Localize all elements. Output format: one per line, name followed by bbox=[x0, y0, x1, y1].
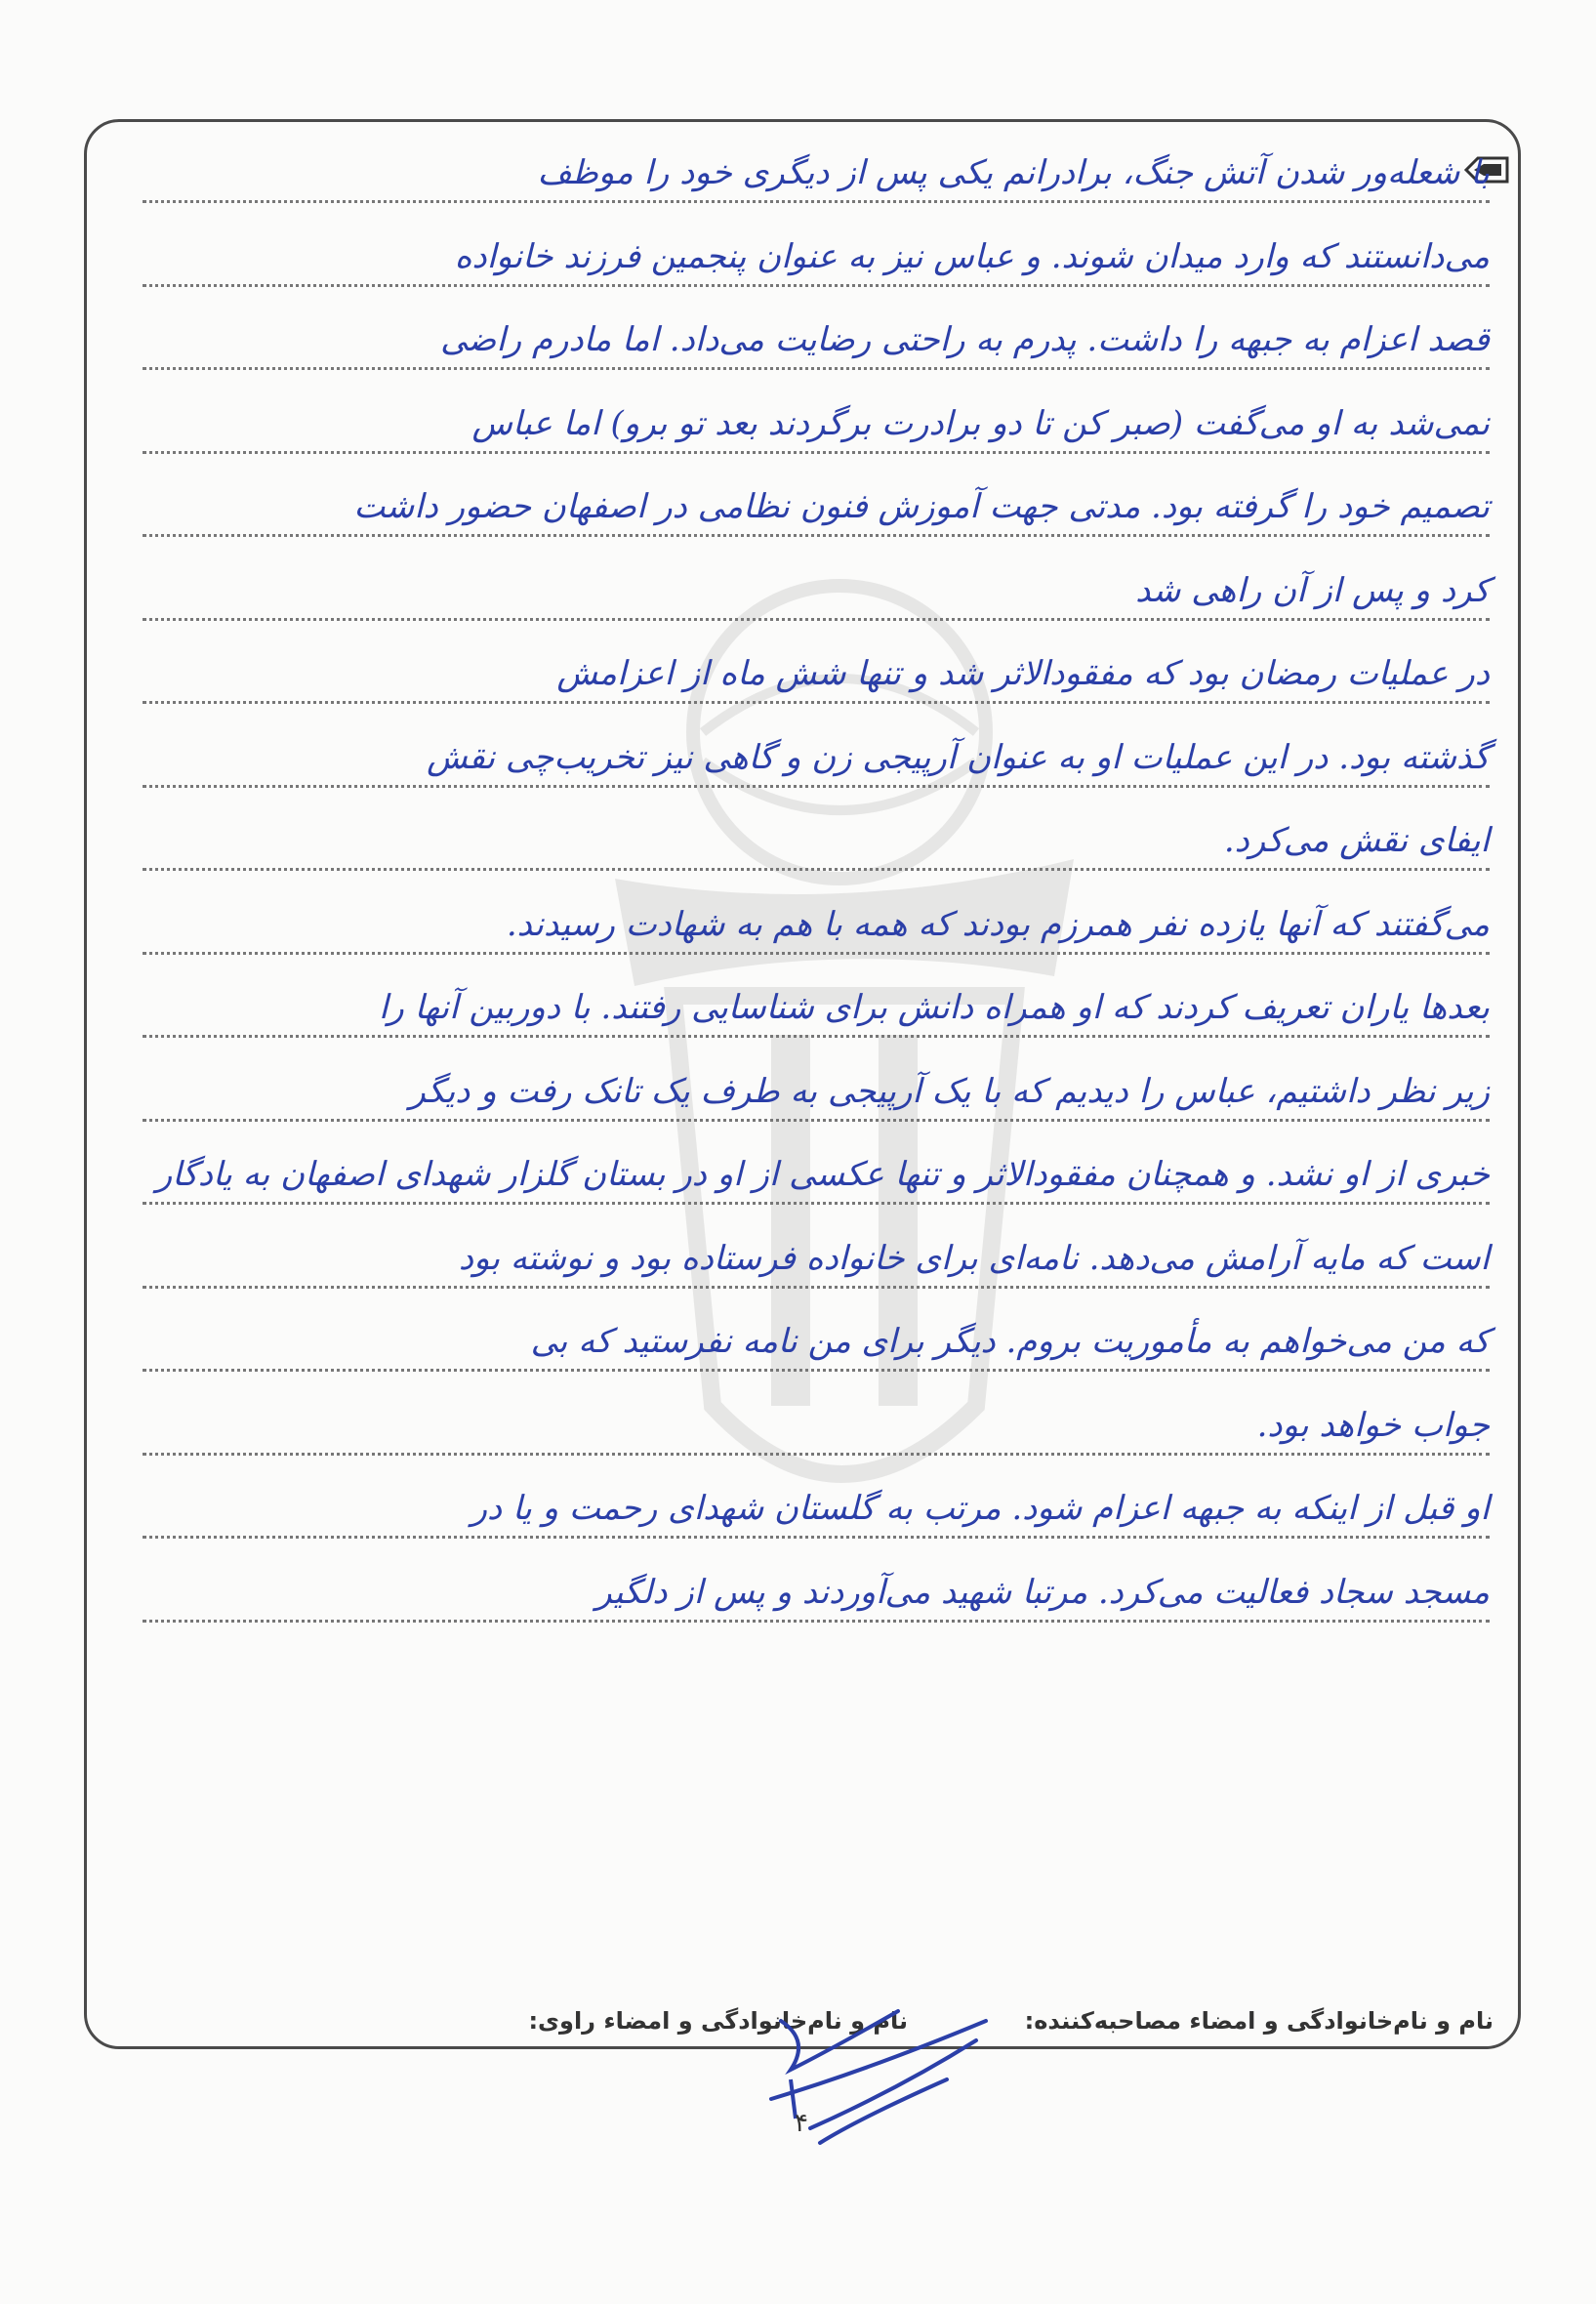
text-line bbox=[143, 1053, 1490, 1122]
line-text: است که مایه آرامش می‌دهد. نامه‌ای برای خانواده فرستاده بود و نوشته بود bbox=[458, 1238, 1490, 1278]
line-text: در عملیات رمضان بود که مفقودالاثر شد و تنها شش ماه از اعزامش bbox=[556, 654, 1490, 693]
line-text: او قبل از اینکه به جبهه اعزام شود. مرتب به گلستان شهدای رحمت و یا در bbox=[471, 1489, 1490, 1528]
text-line bbox=[143, 636, 1490, 704]
line-text: ایفای نقش می‌کرد. bbox=[1223, 821, 1490, 860]
line-text: زیر نظر داشتیم، عباس را دیدیم که با یک آرپیجی به طرف یک تانک رفت و دیگر bbox=[409, 1071, 1490, 1111]
line-text: قصد اعزام به جبهه را داشت. پدرم به راحتی رضایت می‌داد. اما مادرم راضی bbox=[440, 320, 1490, 359]
text-line bbox=[143, 720, 1490, 788]
line-text: با شعله‌ور شدن آتش جنگ، برادرانم یکی پس از دیگری خود را موظف bbox=[537, 153, 1490, 192]
line-text: می‌دانستند که وارد میدان شوند. و عباس نیز به عنوان پنجمین فرزند خانواده bbox=[454, 236, 1490, 276]
text-line bbox=[143, 469, 1490, 537]
line-text: تصمیم خود را گرفته بود. مدتی جهت آموزش فنون نظامی در اصفهان حضور داشت bbox=[353, 487, 1490, 526]
line-text: جواب خواهد بود. bbox=[1256, 1405, 1490, 1445]
text-line bbox=[143, 969, 1490, 1038]
line-text: بعدها یاران تعریف کردند که او همراه دانش برای شناسایی رفتند. با دوربین آنها را bbox=[378, 988, 1490, 1027]
text-line bbox=[143, 1470, 1490, 1539]
interviewer-signature bbox=[752, 1982, 996, 2148]
text-line bbox=[143, 386, 1490, 454]
line-text: می‌گفتند که آنها یازده نفر همرزم بودند که همه با هم به شهادت رسیدند. bbox=[506, 904, 1490, 944]
line-text: که من می‌خواهم به مأموریت بروم. دیگر برای من نامه نفرستید که بی bbox=[530, 1322, 1490, 1361]
line-text: گذشته بود. در این عملیات او به عنوان آرپیجی زن و گاهی نیز تخریب‌چی نقش bbox=[427, 737, 1490, 777]
text-line bbox=[143, 886, 1490, 955]
text-line bbox=[143, 1554, 1490, 1623]
text-line bbox=[143, 1387, 1490, 1456]
text-line bbox=[143, 1136, 1490, 1205]
text-line bbox=[143, 135, 1490, 203]
text-line bbox=[143, 553, 1490, 621]
page-number: ۴ bbox=[795, 2109, 808, 2138]
narrator-signature-label: نام و نام‌خانوادگی و امضاء راوی: bbox=[528, 2007, 908, 2035]
line-text: نمی‌شد به او می‌گفت (صبر کن تا دو برادرت برگردند بعد تو برو) اما عباس bbox=[471, 403, 1490, 443]
text-line bbox=[143, 1220, 1490, 1289]
line-text: خبری از او نشد. و همچنان مفقودالاثر و تنها عکسی از او در بستان گلزار شهدای اصفهان به یادگار bbox=[155, 1155, 1490, 1194]
text-line bbox=[143, 802, 1490, 871]
text-line bbox=[143, 1303, 1490, 1372]
line-text: کرد و پس از آن راهی شد bbox=[1135, 570, 1490, 610]
line-text: مسجد سجاد فعالیت می‌کرد. مرتبا شهید می‌آوردند و پس از دلگیر bbox=[595, 1572, 1490, 1612]
interviewer-signature-label: نام و نام‌خانوادگی و امضاء مصاحبه‌کننده: bbox=[1024, 2007, 1494, 2035]
text-line bbox=[143, 302, 1490, 370]
text-line bbox=[143, 219, 1490, 287]
